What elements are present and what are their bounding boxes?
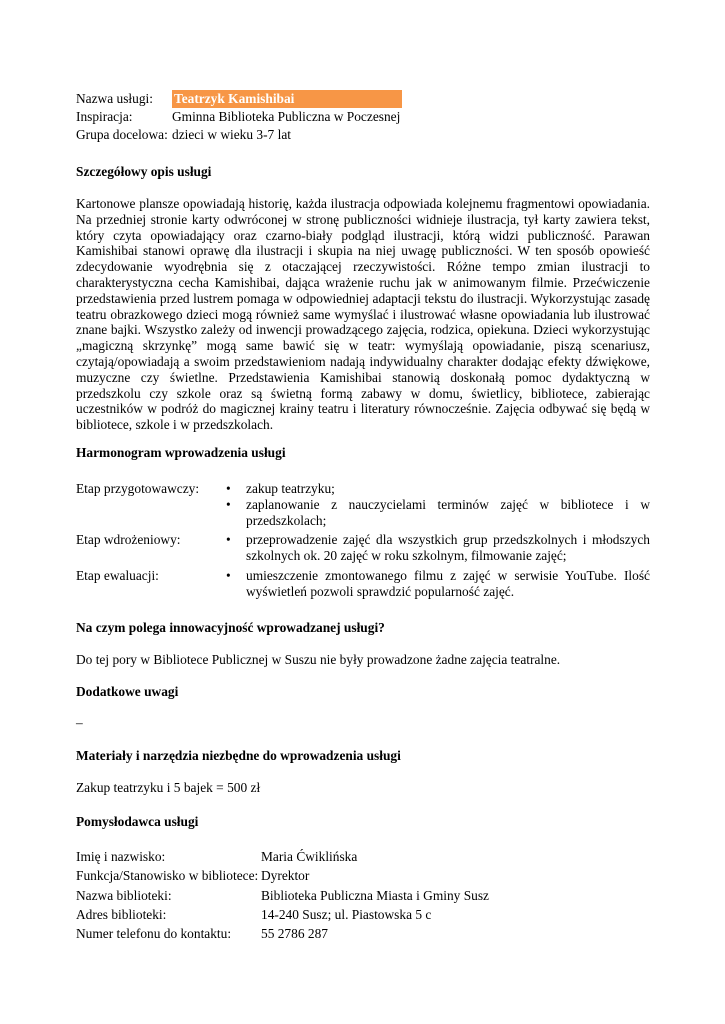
target-group-label: Grupa docelowa: bbox=[76, 127, 168, 142]
list-item-text: zakup teatrzyku; bbox=[246, 481, 335, 496]
bullet-icon: • bbox=[226, 568, 231, 583]
target-group-row bbox=[76, 126, 402, 144]
list-item bbox=[226, 481, 650, 497]
contact-position-row bbox=[76, 866, 489, 885]
list-item-text: przeprowadzenie zajęć dla wszystkich grup przedszkolnych i młodszych szkolnych ok. 20 zajęć w roku szkolnym, filmowanie zajęć; bbox=[246, 532, 650, 563]
contact-address-row bbox=[76, 905, 489, 924]
description-text: Kartonowe plansze opowiadają historię, każda ilustracja odpowiada kolejnemu fragmentowi opowiadania. Na przedniej stronie karty odwróconej w stronę publiczności widnieje ilustracja, tył karty zawiera tekst, który czyta opowiadający oraz czarno-biały podgląd ilustracji, którą widzi publiczność. Parawan Kamishibai stanowi oprawę dla ilustracji i skupia na niej uwagę publiczności. W ten sposób opowieść zdecydowanie wyodrębnia się z otaczającej rzeczywistości. Różne tempo zmian ilustracji to charakterystyczna cecha Kamishibai, dająca wrażenie ruchu jak w animowanym filmie. Przećwiczenie przedstawienia przed lustrem pomaga w odpowiedniej adaptacji tekstu do ilustracji. Wykorzystując zasadę teatru obrazkowego dzieci mogą również same wymyślać i ilustrować własne opowiadania lub ilustrować znane bajki. Wszystko zależy od inwencji prowadzącego zajęcia, rodzica, opiekuna. Dzieci wykorzystując „magiczną skrzynkę” mogą same bawić się w teatr: wymyślają opowiadanie, piszą scenariusz, czytają/opowiadają a swoim przedstawieniom nadają indywidualny charakter dodając efekty dźwiękowe, muzyczne czy świetlne. Przedstawienia Kamishibai stanowią doskonałą pomoc dydaktyczną w przedszkolu czy szkole oraz są świetną formą zabawy w domu, świetlicy, bibliotece, zabierając uczestników w podróż do magicznej krainy teatru i literatury równocześnie. Zajęcia odbywać się będą w bibliotece, szkole i w przedszkolach. bbox=[76, 196, 650, 433]
inspiration-row bbox=[76, 108, 402, 126]
service-info bbox=[76, 90, 402, 144]
stage-label: Etap ewaluacji: bbox=[76, 568, 159, 583]
contact-label: Numer telefonu do kontaktu: bbox=[76, 926, 232, 942]
contact-label: Imię i nazwisko: bbox=[76, 849, 166, 864]
contact-library-row bbox=[76, 886, 489, 905]
stage-preparation bbox=[76, 481, 650, 528]
target-group-value: dzieci w wieku 3-7 lat bbox=[172, 127, 291, 142]
service-name-label: Nazwa usługi: bbox=[76, 91, 153, 106]
contact-value: Biblioteka Publiczna Miasta i Gminy Susz bbox=[261, 887, 489, 903]
list-item bbox=[226, 532, 650, 564]
list-item-text: umieszczenie zmontowanego filmu z zajęć w serwisie YouTube. Ilość wyświetleń pozwoli sprawdzić popularność zajęć. bbox=[246, 568, 650, 599]
stage-label: Etap wdrożeniowy: bbox=[76, 532, 181, 547]
list-item bbox=[226, 568, 650, 600]
stage-items bbox=[226, 532, 650, 564]
remarks-heading: Dodatkowe uwagi bbox=[76, 684, 179, 699]
contact-label: Nazwa biblioteki: bbox=[76, 887, 172, 903]
contact-name-row bbox=[76, 847, 489, 866]
stage-label: Etap przygotowawczy: bbox=[76, 481, 200, 496]
author-contact bbox=[76, 847, 489, 943]
author-heading: Pomysłodawca usługi bbox=[76, 814, 199, 829]
stage-items bbox=[226, 481, 650, 528]
list-item-text: zaplanowanie z nauczycielami terminów zajęć w bibliotece i w przedszkolach; bbox=[246, 496, 650, 528]
contact-value: 14-240 Susz; ul. Piastowska 5 c bbox=[261, 906, 432, 922]
description-heading: Szczegółowy opis usługi bbox=[76, 164, 212, 179]
contact-label: Adres biblioteki: bbox=[76, 906, 167, 922]
innovation-heading: Na czym polega innowacyjność wprowadzanej usługi? bbox=[76, 620, 385, 635]
stage-evaluation bbox=[76, 568, 650, 600]
remarks-text: – bbox=[76, 715, 83, 730]
contact-label: Funkcja/Stanowisko w bibliotece: bbox=[76, 868, 259, 884]
bullet-icon: • bbox=[226, 496, 231, 512]
inspiration-label: Inspiracja: bbox=[76, 109, 133, 124]
service-name-value: Teatrzyk Kamishibai bbox=[172, 90, 402, 108]
contact-value: Dyrektor bbox=[261, 868, 310, 884]
bullet-icon: • bbox=[226, 481, 231, 496]
contact-value: Maria Ćwiklińska bbox=[261, 849, 358, 864]
bullet-icon: • bbox=[226, 532, 231, 547]
inspiration-value: Gminna Biblioteka Publiczna w Poczesnej bbox=[172, 109, 401, 124]
contact-phone-row bbox=[76, 924, 489, 943]
materials-text: Zakup teatrzyku i 5 bajek = 500 zł bbox=[76, 780, 261, 795]
contact-value: 55 2786 287 bbox=[261, 926, 328, 942]
stage-items bbox=[226, 568, 650, 600]
list-item bbox=[226, 497, 650, 529]
schedule-heading: Harmonogram wprowadzenia usługi bbox=[76, 445, 286, 460]
service-name-row bbox=[76, 90, 402, 108]
materials-heading: Materiały i narzędzia niezbędne do wprowadzenia usługi bbox=[76, 748, 401, 763]
stage-implementation bbox=[76, 532, 650, 564]
innovation-text: Do tej pory w Bibliotece Publicznej w Suszu nie były prowadzone żadne zajęcia teatralne. bbox=[76, 652, 561, 667]
